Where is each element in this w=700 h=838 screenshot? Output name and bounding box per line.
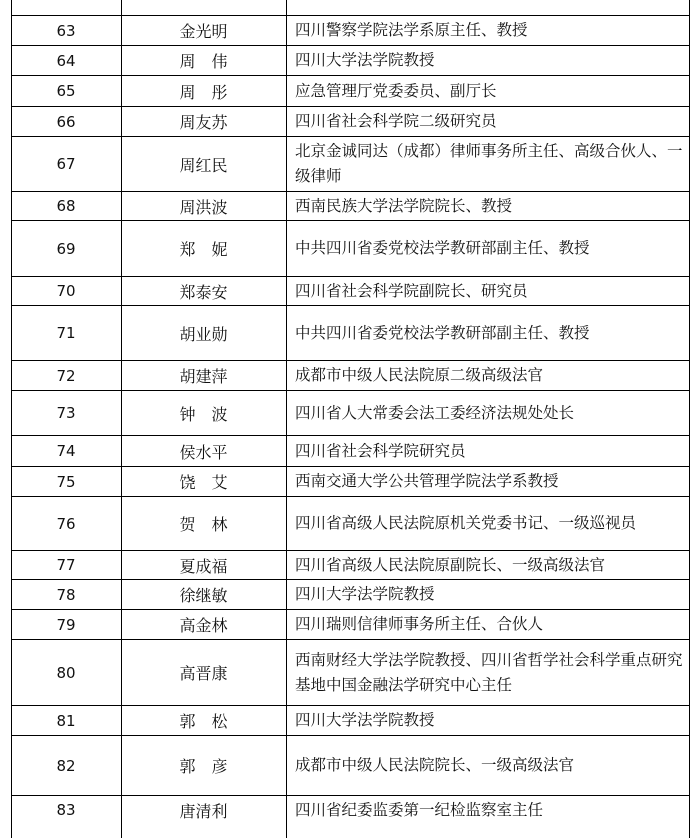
row-number <box>11 0 121 15</box>
member-position <box>286 610 690 639</box>
table-row <box>11 579 690 609</box>
table-row <box>11 191 690 220</box>
table-row <box>11 735 690 795</box>
row-number: 82 <box>56 756 76 775</box>
row-number: 64 <box>56 51 76 70</box>
member-name <box>121 0 286 15</box>
member-position-text: 西南财经大学法学院教授、四川省哲学社会科学重点研究基地中国金融法学研究中心主任 <box>295 650 683 694</box>
member-name: 侯水平 <box>179 442 228 462</box>
member-position <box>286 640 690 705</box>
member-position-text: 四川省社会科学院副院长、研究员 <box>295 281 528 300</box>
member-name: 唐清利 <box>179 801 228 821</box>
table-row <box>11 276 690 305</box>
member-position-text: 四川警察学院法学系原主任、教授 <box>295 21 528 39</box>
member-name: 高晋康 <box>179 664 228 683</box>
member-position <box>286 0 690 15</box>
member-position-text: 中共四川省委党校法学教研部副主任、教授 <box>295 323 590 342</box>
member-position-text: 西南民族大学法学院院长、教授 <box>295 196 513 215</box>
member-position <box>286 16 690 45</box>
row-number: 75 <box>56 472 76 491</box>
row-number: 74 <box>56 442 76 460</box>
member-position-text: 应急管理厅党委委员、副厅长 <box>295 81 497 100</box>
member-position <box>286 436 690 466</box>
member-position <box>286 76 690 106</box>
member-position-text: 四川省纪委监委第一纪检监察室主任 <box>295 800 544 819</box>
table-row <box>11 705 690 735</box>
table-row <box>11 496 690 550</box>
member-position <box>286 221 690 276</box>
row-number: 81 <box>56 711 76 730</box>
member-position <box>286 107 690 136</box>
member-position-text: 西南交通大学公共管理学院法学系教授 <box>295 472 559 490</box>
member-position <box>286 306 690 360</box>
member-name: 郑 妮 <box>179 240 228 259</box>
table-row <box>11 435 690 466</box>
row-number: 71 <box>56 324 76 342</box>
table-row <box>11 220 690 276</box>
row-number: 63 <box>56 21 76 40</box>
member-position-text: 四川瑞则信律师事务所主任、合伙人 <box>295 615 544 633</box>
member-position <box>286 391 690 435</box>
member-position <box>286 361 690 390</box>
member-position <box>286 796 690 824</box>
table-row <box>11 0 690 15</box>
row-number: 69 <box>56 239 76 258</box>
row-number: 83 <box>56 801 76 819</box>
member-position <box>286 467 690 496</box>
member-name: 郑泰安 <box>179 282 228 302</box>
row-number: 77 <box>56 556 76 574</box>
member-name: 周洪波 <box>179 197 228 217</box>
row-number: 67 <box>56 155 76 173</box>
table-row <box>11 15 690 45</box>
member-name: 金光明 <box>179 22 228 41</box>
row-number: 79 <box>56 615 76 634</box>
member-name: 胡业勋 <box>179 324 228 344</box>
member-position <box>286 706 690 735</box>
member-position-text: 成都市中级人民法院原二级高级法官 <box>295 366 544 384</box>
member-position-text: 四川省人大常委会法工委经济法规处处长 <box>295 403 575 422</box>
member-position-text: 北京金诚同达（成都）律师事务所主任、高级合伙人、一级律师 <box>295 142 683 185</box>
table-row <box>11 795 690 824</box>
member-position <box>286 580 690 609</box>
member-position <box>286 137 690 191</box>
table-row <box>11 75 690 106</box>
member-position-text: 成都市中级人民法院院长、一级高级法官 <box>295 756 575 774</box>
member-position-text: 四川省高级人民法院原副院长、一级高级法官 <box>295 555 606 574</box>
member-name: 郭 松 <box>179 712 228 731</box>
member-name: 饶 艾 <box>179 473 228 492</box>
member-name: 周红民 <box>179 155 228 175</box>
row-number: 73 <box>56 404 76 422</box>
member-position-text: 四川省社会科学院研究员 <box>295 441 466 460</box>
table-row <box>11 136 690 191</box>
member-name: 贺 林 <box>179 515 228 534</box>
member-position-text: 四川大学法学院教授 <box>295 585 435 603</box>
member-name: 周 彤 <box>179 82 228 102</box>
member-position <box>286 277 690 305</box>
table-row <box>11 305 690 360</box>
member-name: 周友苏 <box>179 113 228 132</box>
member-name: 高金林 <box>179 616 228 635</box>
member-name: 周 伟 <box>179 52 228 71</box>
member-name: 钟 波 <box>179 404 228 424</box>
table-row <box>11 639 690 705</box>
table-row <box>11 360 690 390</box>
table-row <box>11 45 690 75</box>
row-number: 76 <box>56 514 76 533</box>
table-row <box>11 550 690 579</box>
row-number: 80 <box>56 663 76 682</box>
member-position <box>286 192 690 220</box>
row-number: 78 <box>56 585 76 604</box>
member-position-text: 四川大学法学院教授 <box>295 51 435 69</box>
member-name: 胡建萍 <box>179 367 228 386</box>
member-position-text: 四川大学法学院教授 <box>295 711 435 729</box>
member-position <box>286 46 690 75</box>
table-row <box>11 106 690 136</box>
table-row <box>11 609 690 639</box>
row-number: 66 <box>56 112 76 131</box>
member-name: 郭 彦 <box>179 757 228 776</box>
row-number: 68 <box>56 197 76 215</box>
member-name: 夏成福 <box>179 556 228 576</box>
table-row <box>11 466 690 496</box>
row-number: 72 <box>56 366 76 385</box>
member-position-text: 四川省高级人民法院原机关党委书记、一级巡视员 <box>295 514 637 532</box>
row-number: 70 <box>56 282 76 300</box>
member-position-text: 四川省社会科学院二级研究员 <box>295 112 497 130</box>
table-row <box>11 390 690 435</box>
member-position-text: 中共四川省委党校法学教研部副主任、教授 <box>295 239 590 257</box>
member-table <box>11 0 690 838</box>
member-position <box>286 497 690 550</box>
member-name: 徐继敏 <box>179 586 228 605</box>
member-position <box>286 551 690 579</box>
row-number: 65 <box>56 82 76 100</box>
member-position <box>286 736 690 795</box>
